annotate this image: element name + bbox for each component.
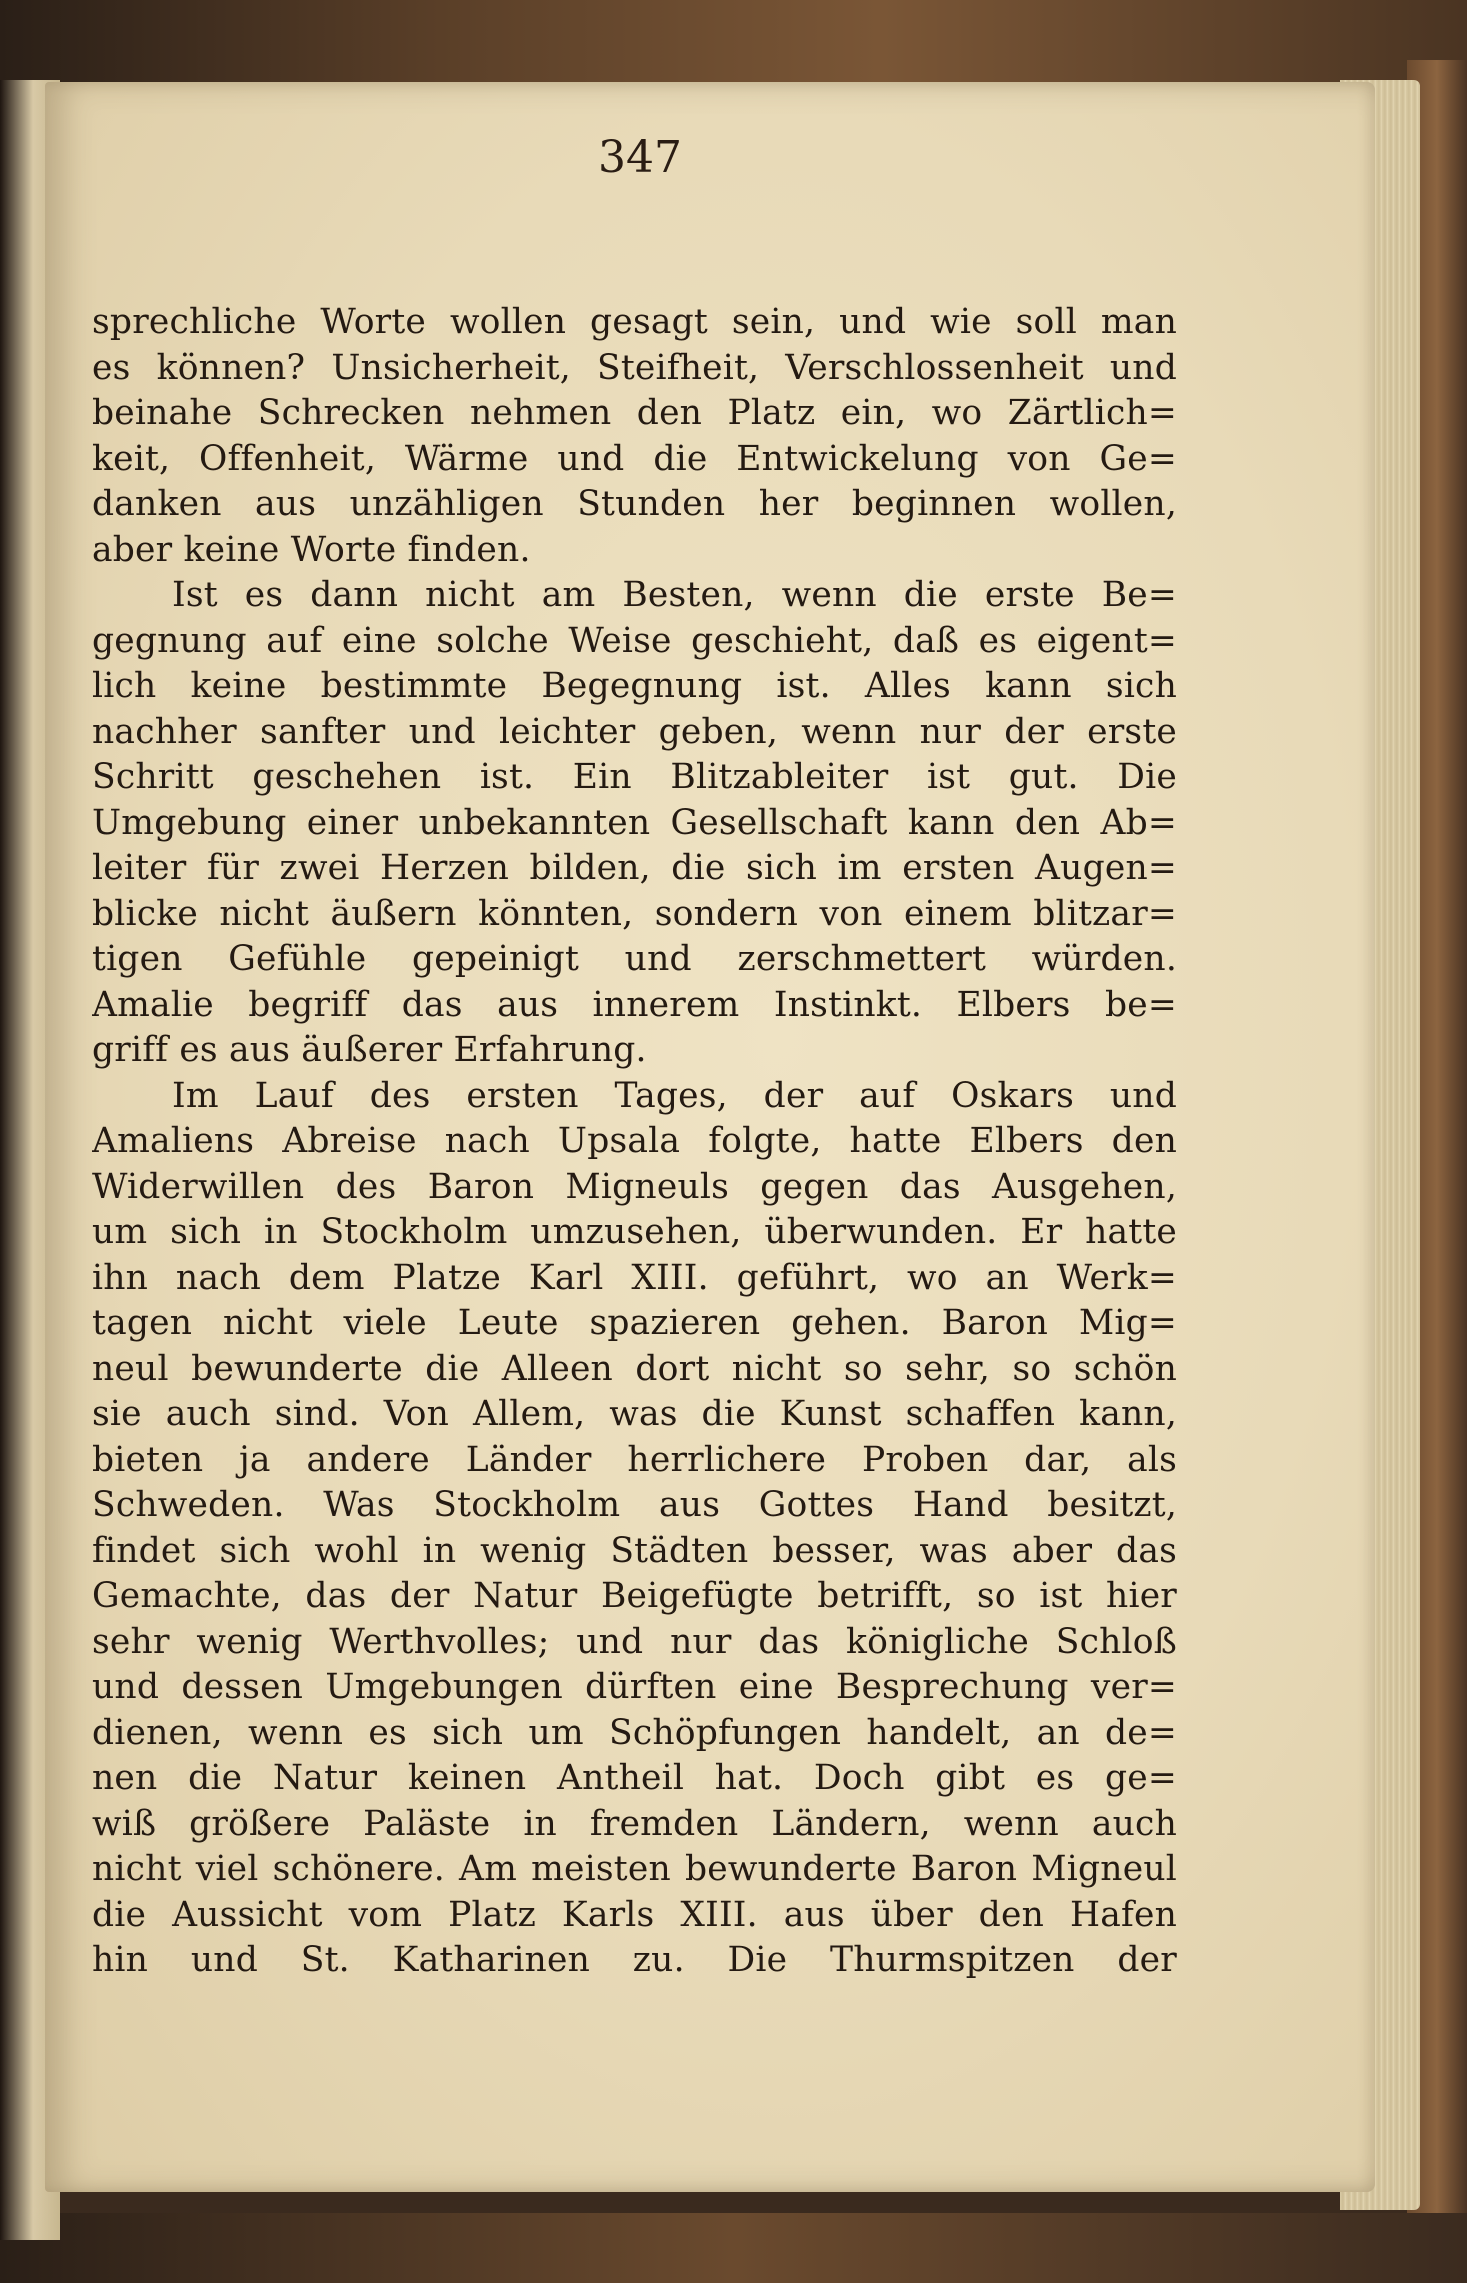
text-line: aber keine Worte finden.: [92, 529, 531, 570]
text-line: die Aussicht vom Platz Karls XIII. aus über den Hafen: [92, 1894, 1177, 1935]
text-line: griff es aus äußerer Erfahrung.: [92, 1030, 647, 1070]
page-text: [92, 300, 1177, 1984]
text-line: Amaliens Abreise nach Upsala folgte, hatte Elbers den: [92, 1121, 1177, 1161]
text-line: und dessen Umgebungen dürften eine Besprechung ver=: [92, 1667, 1177, 1707]
text-line: nicht viel schönere. Am meisten bewunderte Baron Migneul: [92, 1849, 1177, 1889]
text-line: blicke nicht äußern könnten, sondern von einem blitzar=: [92, 893, 1177, 934]
text-line: dienen, wenn es sich um Schöpfungen handelt, an de=: [92, 1712, 1177, 1753]
text-line: sprechliche Worte wollen gesagt sein, und wie soll man: [92, 302, 1177, 342]
text-line: nen die Natur keinen Antheil hat. Doch gibt es ge=: [92, 1758, 1177, 1798]
text-line: keit, Offenheit, Wärme und die Entwickelung von Ge=: [92, 438, 1177, 479]
text-line: nachher sanfter und leichter geben, wenn nur der erste: [92, 711, 1177, 752]
text-line: wiß größere Paläste in fremden Ländern, wenn auch: [92, 1803, 1177, 1844]
cover-bottom-edge: [0, 2213, 1467, 2283]
text-line: tigen Gefühle gepeinigt und zerschmettert würden.: [92, 939, 1177, 979]
text-line: Umgebung einer unbekannten Gesellschaft kann den Ab=: [92, 802, 1177, 843]
text-line: sie auch sind. Von Allem, was die Kunst schaffen kann,: [92, 1394, 1177, 1434]
text-line: findet sich wohl in wenig Städten besser, was aber das: [92, 1530, 1177, 1571]
cover-top-edge: [0, 0, 1467, 95]
text-line: gegnung auf eine solche Weise geschieht, daß es eigent=: [92, 620, 1177, 661]
text-line: danken aus unzähligen Stunden her beginnen wollen,: [92, 484, 1177, 524]
text-line: neul bewunderte die Alleen dort nicht so sehr, so schön: [92, 1348, 1177, 1389]
text-line: Im Lauf des ersten Tages, der auf Oskars und: [172, 1075, 1177, 1116]
text-line: beinahe Schrecken nehmen den Platz ein, wo Zärtlich=: [92, 393, 1177, 433]
text-line: bieten ja andere Länder herrlichere Proben dar, als: [92, 1439, 1177, 1480]
text-line: ihn nach dem Platze Karl XIII. geführt, wo an Werk=: [92, 1257, 1177, 1298]
page-number: 347: [598, 132, 682, 183]
text-line: Schweden. Was Stockholm aus Gottes Hand besitzt,: [92, 1485, 1177, 1525]
text-line: Ist es dann nicht am Besten, wenn die erste Be=: [172, 575, 1177, 615]
text-line: sehr wenig Werthvolles; und nur das königliche Schloß: [92, 1621, 1177, 1662]
text-line: es können? Unsicherheit, Steifheit, Verschlossenheit und: [92, 347, 1177, 388]
text-line: hin und St. Katharinen zu. Die Thurmspitzen der: [92, 1940, 1177, 1980]
text-line: lich keine bestimmte Begegnung ist. Alles kann sich: [92, 666, 1177, 706]
text-line: Amalie begriff das aus innerem Instinkt. Elbers be=: [92, 984, 1177, 1025]
text-line: Schritt geschehen ist. Ein Blitzableiter ist gut. Die: [92, 757, 1177, 797]
text-line: um sich in Stockholm umzusehen, überwunden. Er hatte: [92, 1212, 1177, 1252]
text-line: Gemachte, das der Natur Beigefügte betrifft, so ist hier: [92, 1576, 1177, 1616]
text-line: Widerwillen des Baron Migneuls gegen das Ausgehen,: [92, 1166, 1177, 1207]
text-line: leiter für zwei Herzen bilden, die sich im ersten Augen=: [92, 848, 1177, 888]
text-line: tagen nicht viele Leute spazieren gehen. Baron Mig=: [92, 1303, 1177, 1343]
